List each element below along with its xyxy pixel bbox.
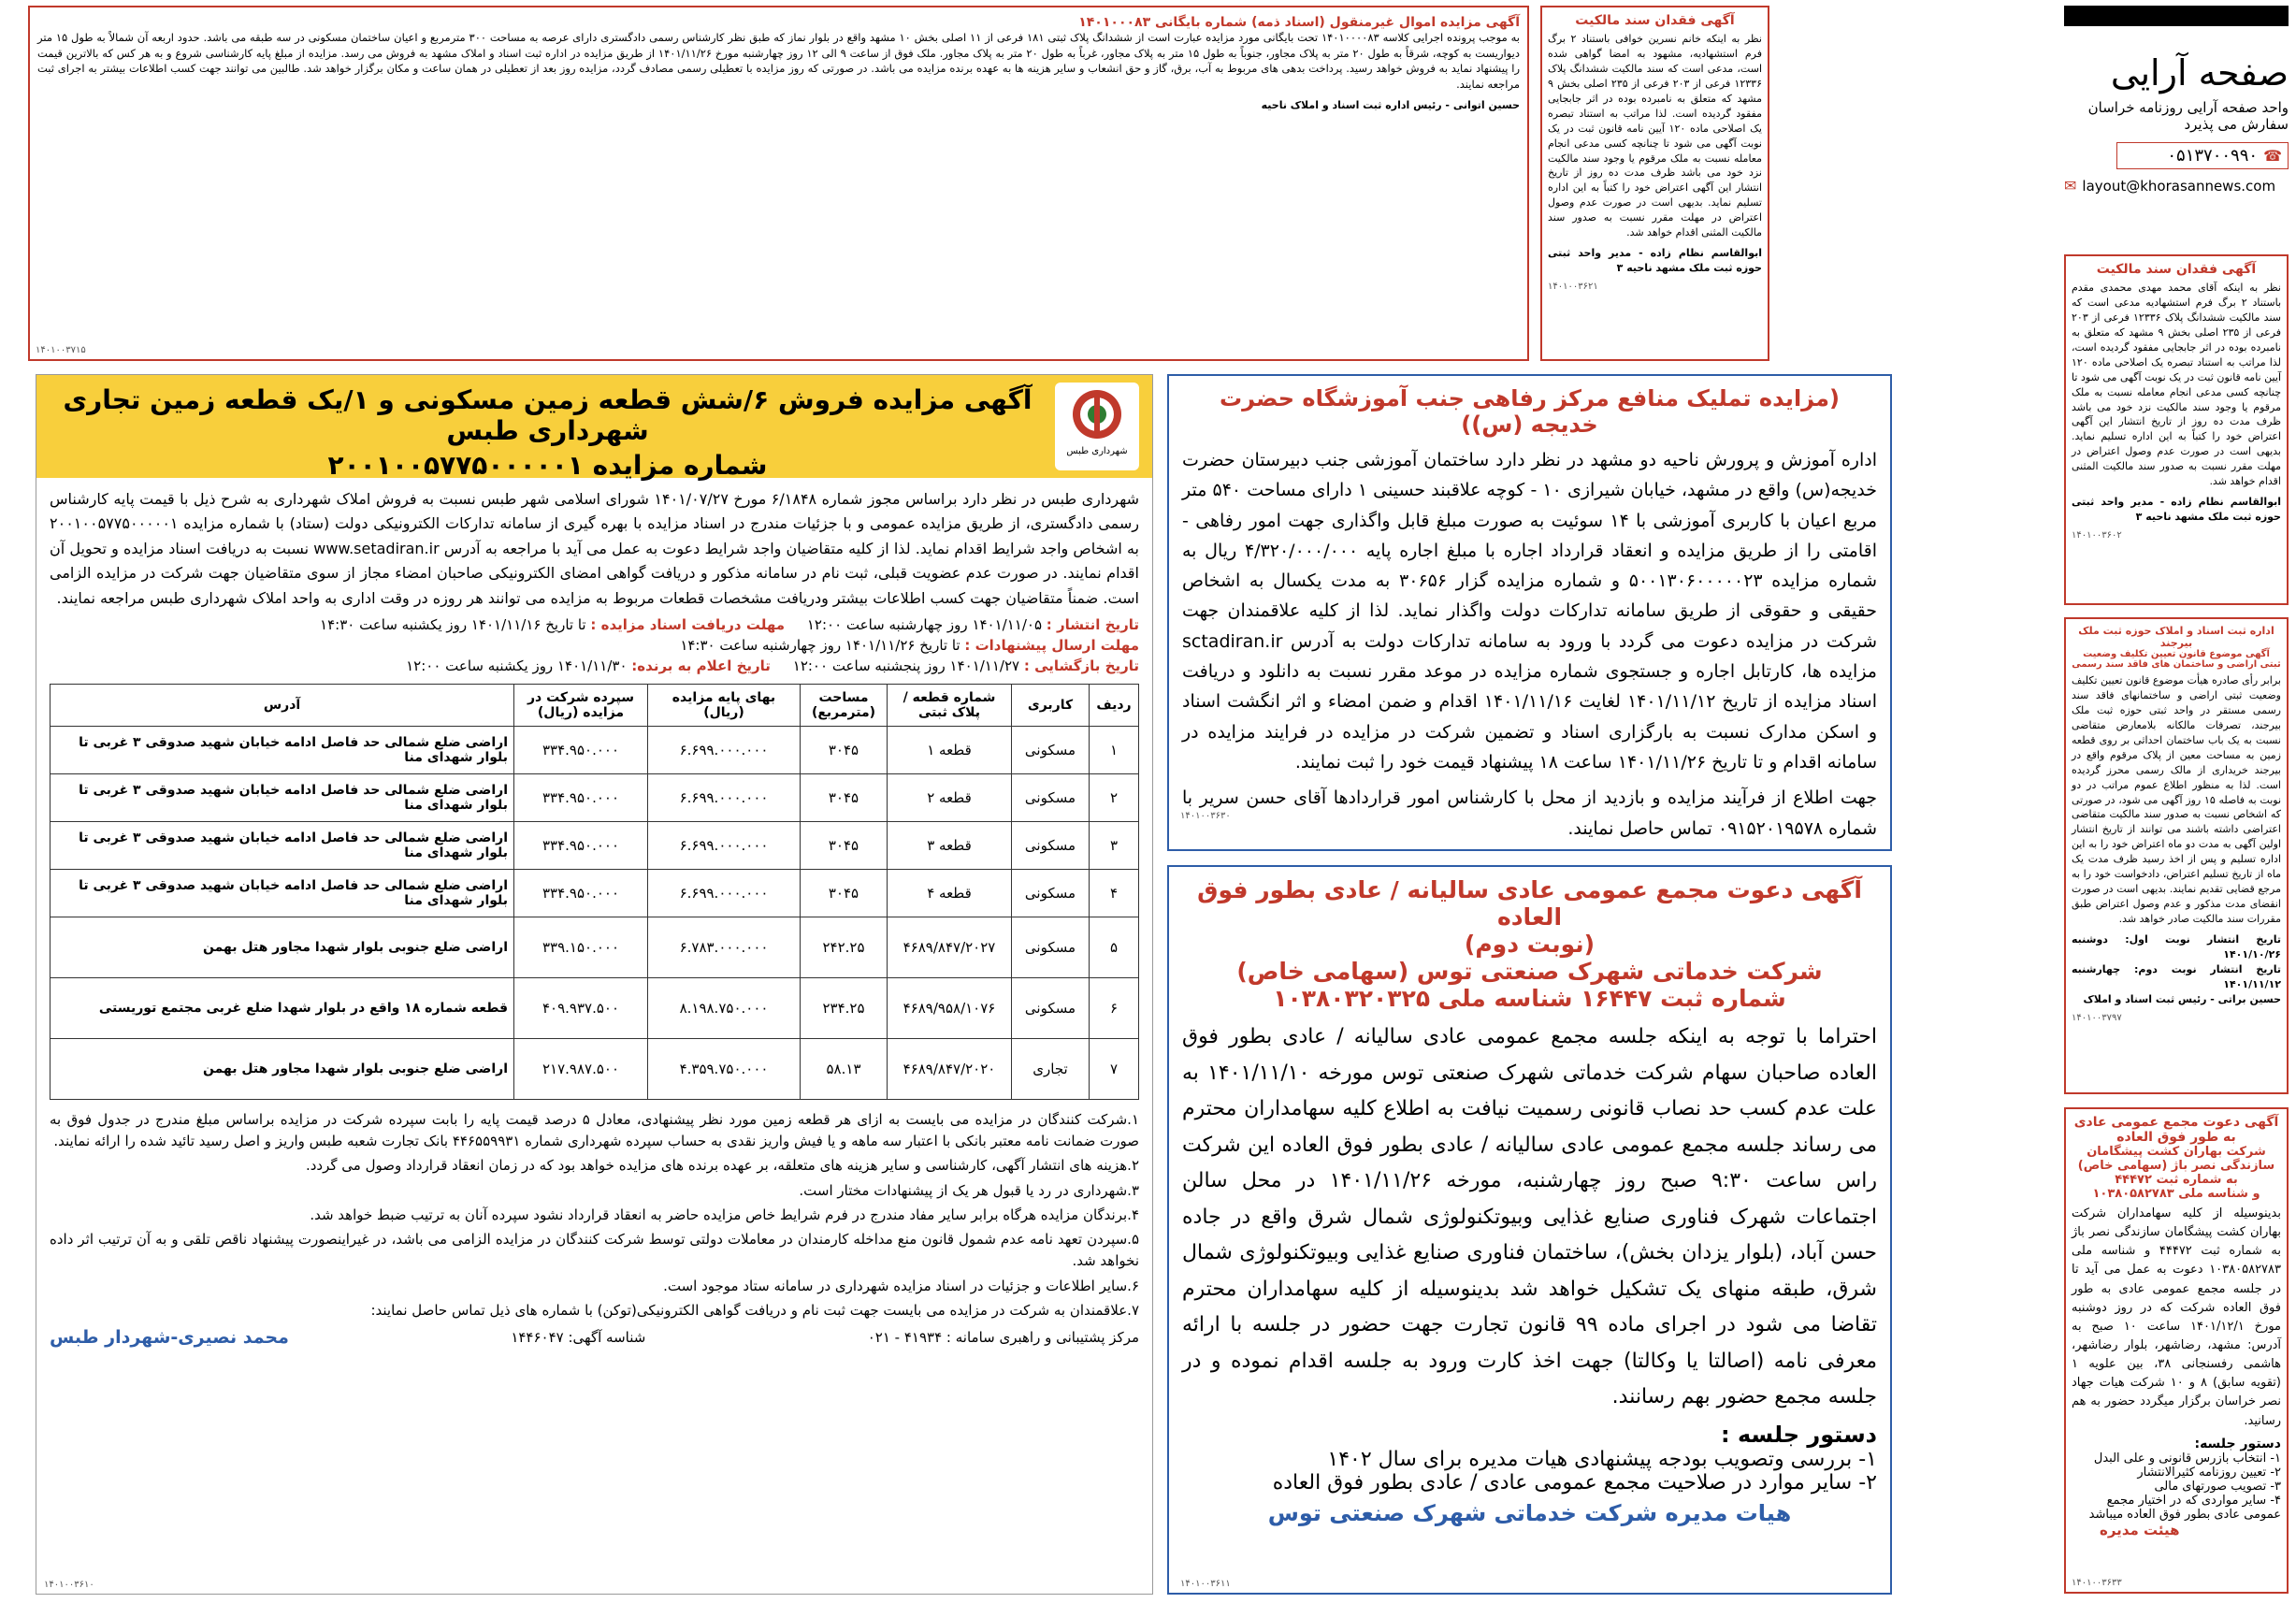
table-cell: ۶.۶۹۹.۰۰۰.۰۰۰ [648,773,801,821]
table-row [51,821,1139,869]
brand-phone-row [2116,142,2289,169]
table-cell: ۵۸.۱۳ [801,1038,888,1099]
notice-body: اداره آموزش و پرورش ناحیه دو مشهد در نظر دارد ساختمان آموزشی جنب دبیرستان حضرت خدیجه(س) واقع در مشهد، خیابان شیرازی ۱۰ - کوچه علاقبند حسینی ۱ دارای مساحت ۵۴۰ متر مربع اعیان با کاربری آموزشی با ۱۴ سوئیت به صورت مبلغ قابل واگذاری جهت امور رفاهی - اقامتی را از طریق مزایده و انعقاد قرارداد اجاره با مبلغ اجاره پایه ۴/۳۲۰/۰۰۰/۰۰۰ ریال به شماره مزایده ۵۰۰۱۳۰۶۰۰۰۰۰۲۳ و شماره مزایده گزار ۳۰۶۵۶ به مدت یکسال به اشخاص حقیقی و حقوقی از طریق سامانه تدارکات دولت واگذار نماید. لذا از کلیه علاقمندان جهت شرکت در مزایده دعوت می گردد با ورود به سامانه تدارکات دولت به آدرس sctadiran.ir مزایده ها، کارتابل اجاره و جستجوی شماره مزایده در موعد مقرر نسبت به دانلود و دریافت اسناد مزایده از تاریخ ۱۴۰۱/۱۱/۱۲ لغایت ۱۴۰۱/۱۱/۱۶ اقدام و ضمن امضاء و اثر انگشت اسناد و اسکن مدارک نسبت به بارگزاری اسناد و تضمین شرکت در مزایده در فرایند مزایده در سامانه اقدام و تا تاریخ ۱۴۰۱/۱۱/۲۶ ساعت ۱۸ پیشنهاد قیمت خود را ثبت نمایند. [1182,450,1877,773]
term-item: ۶.سایر اطلاعات و جزئیات در اسناد مزایده شهرداری در سامانه ستاد موجود است. [663,1277,1139,1294]
agenda-item: ۴- سایر مواردی که در اختیار مجمع عمومی عادی بطور فوق العاده میباشد [2088,1493,2281,1522]
notice-body: به موجب پرونده اجرایی کلاسه ۱۴۰۱۰۰۰۰۸۳ تحت بایگانی مورد مزایده عبارت است از ششدانگ پلاک ثبتی ۱۸۱ فرعی از ۱۱ اصلی بخش ۱۰ مشهد واقع در بلوار نماز که طبق نظر کارشناس رسمی دادگستری دارای عرصه به مساحت ۳۰۰ مترمربع و اعیان ساختمان مسکونی در سه طبقه می باشد. حدود اربعه آن شمالاً به طول ۱۵ متر دیواریست به کوچه، شرقاً به طول ۲۰ متر به پلاک مجاور، جنوباً به طول ۱۵ متر به پلاک مجاور، غرباً به طول ۲۰ متر به پلاک مجاور. ملک فوق از ساعت ۹ الی ۱۲ روز چهارشنبه مورخ ۱۴۰۱/۱۱/۲۶ از طریق مزایده در اداره ثبت اسناد و املاک مشهد به فروش می رسد. مزایده از مبلغ پایه کارشناسی شروع و به هر کس که بالاترین قیمت را پیشنهاد نماید به فروش خواهد رسید. پرداخت بدهی های مربوط به آب، برق، گاز و حق انشعاب و سایر هزینه ها به عهده برنده مزایده می باشد. در صورتی که روز مزایده با تعطیلی رسمی مصادف گردد، مزایده روز بعد از تعطیلی در همان ساعت و مکان برگزار خواهد شد. طالبین می توانند جهت کسب اطلاعات بیشتر به اجرای ثبت مراجعه نمایند. [37,31,1520,92]
notice-signature: هیئت مدیره [2100,1521,2180,1538]
table-row [51,977,1139,1038]
table-cell: مسکونی [1012,917,1090,977]
table-cell: ۳۳۹.۱۵۰.۰۰۰ [514,917,648,977]
table-cell: ۱ [1090,726,1139,773]
term-item: ۱.شرکت کنندگان در مزایده می بایست به ازای هر قطعه زمین مورد نظر پیشنهادی، معادل ۵ درصد قیمت پایه را بابت سپرده شرکت در مزایده براساس مبلغ مندرج در جدول فوق به صورت ضمانت نامه معتبر بانکی با اعتبار سه ماهه و یا فیش واریز نقدی به حساب سپرده شهرداری شماره ۴۴۶۵۵۹۹۳۱ بانک تجارت شعبه طبس واریز و اصل رسید تائید شده را ارائه نمایند. [50,1110,1139,1150]
brand-header-bar [2064,6,2289,26]
table-cell: مسکونی [1012,773,1090,821]
notice-lost-deed-1 [1540,6,1769,361]
table-cell: قطعه ۳ [888,821,1012,869]
agenda-item-1: ۱- بررسی وتصویب بودجه پیشنهادی هیات مدیره برای سال ۱۴۰۲ [1327,1447,1877,1471]
notice-company: شرکت بهاران کشت پیشگامان سازندگی نصر باژ (سهامی خاص) به شماره ثبت ۴۴۴۷۲ [2077,1145,2275,1187]
date-publish: ۱۴۰۱/۱۱/۰۵ روز چهارشنبه ساعت ۱۲:۰۰ [806,615,1042,633]
table-cell: ۴۶۸۹/۹۵۸/۱۰۷۶ [888,977,1012,1038]
table-cell: قطعه ۲ [888,773,1012,821]
phone-icon: ☎ [2263,147,2282,165]
notice-title: (مزایده تملیک منافع مرکز رفاهی جنب آموزشگاه حضرت خدیجه (س)) [1220,385,1840,438]
logo-caption: شهرداری طبس [1066,446,1128,456]
col-header: بهای پایه مزایده (ریال) [648,684,801,726]
table-cell: ۶.۷۸۳.۰۰۰.۰۰۰ [648,917,801,977]
brand-email-row [2064,177,2289,195]
notice-khadijeh-auction [1167,374,1892,851]
notice-body: احتراما با توجه به اینکه جلسه مجمع عمومی عادی سالیانه / عادی بطور فوق العاده صاحبان سهام شرکت خدماتی شهرک صنعتی توس مورخه ۱۴۰۱/۱۱/۱۰ به علت عدم کسب حد نصاب قانونی رسمیت نیافت به اطلاع کلیه سهامداران محترم می رساند جلسه مجمع عمومی عادی سالیانه / عادی بطور فوق العاده این شرکت راس ساعت ۹:۳۰ صبح روز چهارشنبه، مورخه ۱۴۰۱/۱۱/۲۶ در محل سالن اجتماعات شهرک فناوری صنایع غذایی وبیوتکنولوژی شمال شرق واقع در جاده حسن آباد، (بلوار یزدان بخش)، ساختمان فناوری صنایع غذایی وبیوتکنولوژی شمال شرق، طبقه منهای یک تشکیل خواهد شد بدینوسیله از کلیه سهامداران محترم تقاضا می شود در اجرای ماده ۹۹ قانون تجارت جهت حضور در جلسه با ارائه معرفی نامه (اصالتا یا وکالتا) جهت اخذ کارت ورود به جلسه اقدام نموده و در جلسه مجمع حضور بهم رسانند. [1182,1025,1877,1408]
notice-title-2: شماره مزایده ۲۰۰۱۰۰۵۷۷۵۰۰۰۰۰۱ [327,450,768,481]
winner-label: تاریخ اعلام به برنده: [631,657,771,674]
table-row [51,917,1139,977]
notice-lost-deed-2 [2064,254,2289,605]
opening-label: تاریخ بازگشایی : [1023,657,1139,674]
notice-title: آگهی مزایده اموال غیرمنقول (اسناد ذمه) شماره بایگانی ۱۴۰۱۰۰۰۸۳ [1078,15,1520,30]
table-cell: ۲۳۴.۲۵ [801,977,888,1038]
col-header: شماره قطعه / پلاک ثبتی [888,684,1012,726]
table-cell: ۳۰۴۵ [801,869,888,917]
table-cell: قطعه شماره ۱۸ واقع در بلوار شهدا ضلع غربی مجتمع توریستی [51,977,514,1038]
col-header: مساحت (مترمربع) [801,684,888,726]
dates-row-2 [50,637,1139,654]
table-cell: ۳۳۴.۹۵۰.۰۰۰ [514,726,648,773]
notice-subtitle: آگهی موضوع قانون تعیین تکلیف وضعیت ثبتی اراضی و ساختمان های فاقد سند رسمی [2072,649,2281,670]
auction-table [50,684,1139,1100]
notice-code: ۱۴۰۱۰۰۳۶۱۰ [44,1580,94,1590]
term-item: ۳.شهرداری در رد یا قبول هر یک از پیشنهادات مختار است. [799,1181,1139,1199]
agenda-title: دستور جلسه : [1721,1421,1877,1448]
notice-toos-meeting [1167,865,1892,1595]
notice-content [36,478,1152,1357]
notice-signature: حسین اتوانی - رئیس اداره ثبت اسناد و املاک ناحیه [1261,98,1520,111]
table-cell: ۳۳۴.۹۵۰.۰۰۰ [514,821,648,869]
agenda-item: ۱- انتخاب بازرس قانونی و علی البدل [2093,1451,2281,1466]
notice-signature: حسین براتی - رئیس ثبت اسناد و املاک [2083,992,2281,1005]
table-cell: ۴۰۹.۹۳۷.۵۰۰ [514,977,648,1038]
table-cell: اراضی ضلع شمالی حد فاصل ادامه خیابان شهید صدوقی ۳ غربی تا بلوار شهدای منا [51,773,514,821]
notice-title: آگهی فقدان سند مالکیت [2096,262,2257,277]
table-cell: مسکونی [1012,977,1090,1038]
notice-body: نظر به اینکه خانم نسرین خوافی باستناد ۲ برگ فرم استشهادیه، مشهود به امضا گواهی شده است، مدعی است که سند مالکیت ششدانگ پلاک ۱۲۳۳۶ فرعی از ۲۰۳ فرعی از ۲۳۵ اصلی بخش ۹ مشهد که متعلق به نامبرده بوده در اثر جابجایی مفقود گردیده است. لذا مراتب به استناد تبصره یک اصلاحی ماده ۱۲۰ آیین نامه قانون ثبت در یک نوبت آگهی می شود تا چنانچه کسی مدعی انجام معامله نسبت به ملک مرقوم یا وجود سند مالکیت نزد خود می باشد ظرف مدت ده روز از تاریخ انتشار این آگهی اعتراض خود را کتباً به این اداره تسلیم نماید. بدیهی است در صورت عدم وصول اعتراض در مهلت مقرر نسبت به صدور سند مالکیت المثنی اقدام خواهد شد. [1548,33,1762,239]
notice-title: اداره ثبت اسناد و املاک حوزه ثبت ملک بیرجند [2078,625,2274,649]
term-item: ۴.برندگان مزایده هرگاه برابر سایر مفاد مندرج در فرم شرایط خاص مزایده حاضر به انعقاد قرارداد نشود سپرده آنان به ترتیب ضبط خواهد شد. [310,1206,1139,1223]
notice-signature: ابوالقاسم نظام زاده - مدیر واحد ثبتی حوزه ثبت ملک مشهد ناحیه ۳ [2072,496,2281,524]
notice-signature: هیات مدیره شرکت خدماتی شهرک صنعتی توس [1267,1499,1792,1526]
table-cell: قطعه ۴ [888,869,1012,917]
notice-title: آگهی فقدان سند مالکیت [1575,13,1735,28]
notice-code: ۱۴۰۱۰۰۳۷۱۵ [36,345,86,355]
brand-title: صفحه آرایی [2110,52,2289,94]
col-header: کاربری [1012,684,1090,726]
table-cell: ۲ [1090,773,1139,821]
brand-email[interactable]: layout@khorasannews.com [2082,177,2276,195]
notice-contact: جهت اطلاع از فرآیند مزایده و بازدید از محل با کارشناس امور قراردادها آقای حسن سریر با شماره ۰۹۱۵۲۰۱۹۵۷۸ تماس حاصل نمایند. [1182,787,1877,839]
table-cell: ۶.۶۹۹.۰۰۰.۰۰۰ [648,869,801,917]
table-row [51,869,1139,917]
table-cell: اراضی ضلع جنوبی بلوار شهدا مجاور هتل بهمن [51,1038,514,1099]
table-cell: مسکونی [1012,821,1090,869]
notice-header [36,375,1152,481]
deadline-bids-label: مهلت ارسال پیشنهادات : [964,636,1139,654]
brand-block [2064,6,2289,239]
table-cell: اراضی ضلع شمالی حد فاصل ادامه خیابان شهید صدوقی ۳ غربی تا بلوار شهدای منا [51,821,514,869]
footer-row [50,1327,1139,1348]
table-cell: مسکونی [1012,869,1090,917]
table-cell: ۳۳۴.۹۵۰.۰۰۰ [514,773,648,821]
notice-code: ۱۴۰۱۰۰۳۷۹۷ [2072,1012,2122,1023]
notice-code: ۱۴۰۱۰۰۳۶۰۲ [2072,530,2122,541]
notice-title-1: آگهی مزایده فروش ۶/شش قطعه زمین مسکونی و ۱/یک قطعه زمین تجاری شهرداری طبس [63,384,1032,446]
date-publish-label: تاریخ انتشار : [1046,615,1139,633]
notice-code: ۱۴۰۱۰۰۳۶۳۳ [2072,1578,2122,1588]
table-cell: ۳۰۴۵ [801,726,888,773]
table-cell: ۳۰۴۵ [801,821,888,869]
notice-body: نظر به اینکه آقای محمد مهدی محمدی مقدم باستناد ۲ برگ فرم استشهادیه مدعی است که سند مالکیت ششدانگ پلاک ۱۲۳۳۶ فرعی از ۲۰۳ فرعی از ۲۳۵ اصلی بخش ۹ مشهد که متعلق به نامبرده بوده در اثر جابجایی مفقود گردیده است، لذا مراتب به استناد تبصره یک اصلاحی ماده ۱۲۰ آیین نامه قانون ثبت در یک نوبت آگهی می شود تا چنانچه کسی مدعی انجام معامله نسبت به ملک مرقوم یا وجود سند مالکیت نزد خود می باشد ظرف مدت ده روز از تاریخ انتشار این آگهی اعتراض خود را کتباً به این اداره تسلیم نماید. بدیهی است در صورت عدم وصول اعتراض در مهلت مقرر نسبت به صدور سند مالکیت المثنی اقدام خواهد شد. [2072,282,2282,488]
notice-baharan-meeting [2064,1107,2289,1594]
table-cell: ۴.۳۵۹.۷۵۰.۰۰۰ [648,1038,801,1099]
notice-code: ۱۴۰۱۰۰۳۶۳۰ [1180,811,1231,821]
notice-title-2: (نوبت دوم) [1464,931,1596,958]
table-cell: ۷ [1090,1038,1139,1099]
brand-phone[interactable]: ۰۵۱۳۷۰۰۹۹۰ [2167,146,2259,166]
table-cell: اراضی ضلع شمالی حد فاصل ادامه خیابان شهید صدوقی ۳ غربی تا بلوار شهدای منا [51,726,514,773]
table-row [51,773,1139,821]
dates-row-3 [50,657,1139,674]
table-header-row [51,684,1139,726]
notice-title-1: آگهی دعوت مجمع عمومی عادی سالیانه / عادی بطور فوق العاده [1197,876,1862,931]
agenda-item-2: ۲- سایر موارد در صلاحیت مجمع عمومی عادی / عادی بطور فوق العاده [1272,1470,1877,1495]
term-item: ۵.سپردن تعهد نامه عدم شمول قانون منع مداخله کارمندان در معاملات دولتی توسط شرکت کنندگان در مزایده الزامی می باشد، در غیراینصورت پیشنهاد ناقص تلقی و به آن ترتیب اثر داده نخواهد شد. [50,1231,1139,1270]
signer-name [1182,849,1877,851]
table-cell: ۵ [1090,917,1139,977]
notice-date-1: تاریخ انتشار نوبت اول: دوشنبه ۱۴۰۱/۱۰/۲۶ [2072,932,2281,960]
notice-tabas-auction [36,374,1153,1595]
deadline-bids: تا تاریخ ۱۴۰۱/۱۱/۲۶ روز چهارشنبه ساعت ۱۴:۳۰ [680,636,960,654]
notice-code: ۱۴۰۱۰۰۳۶۲۱ [1548,282,1598,292]
notice-title-4: شماره ثبت ۱۶۴۴۷ شناسه ملی ۱۰۳۸۰۳۲۰۳۲۵ [1273,985,1786,1012]
support-center: مرکز پشتیبانی و راهبری سامانه : ۴۱۹۳۴ - ۰۲۱ [867,1329,1139,1347]
table-cell: ۶ [1090,977,1139,1038]
table-cell: مسکونی [1012,726,1090,773]
tabas-logo [1055,383,1139,470]
table-cell: ۶.۶۹۹.۰۰۰.۰۰۰ [648,821,801,869]
term-item: ۲.هزینه های انتشار آگهی، کارشناسی و سایر هزینه های متعلقه، بر عهده برنده های مزایده خواهد بود که در زمان انعقاد قرارداد وصول می گردد. [305,1157,1139,1175]
brand-subtitle-1: واحد صفحه آرایی روزنامه خراسان [2087,99,2289,116]
notice-signature: ابوالقاسم نظام زاده - مدیر واحد ثبتی حوزه ثبت ملک مشهد ناحیه ۳ [1548,247,1762,275]
agenda-item: ۳- تصویب صورتهای مالی [2154,1479,2281,1494]
table-row [51,1038,1139,1099]
col-header: ردیف [1090,684,1139,726]
notice-date-2: تاریخ انتشار نوبت دوم: چهارشنبه ۱۴۰۱/۱۱/۱۲ [2072,962,2281,990]
table-cell: ۶.۶۹۹.۰۰۰.۰۰۰ [648,726,801,773]
email-icon: ✉ [2064,177,2077,195]
notice-body: برابر رأی صادره هیأت موضوع قانون تعیین تکلیف وضعیت ثبتی اراضی و ساختمانهای فاقد سند رسمی مستقر در واحد ثبتی حوزه ثبت ملک بیرجند، تصرفات مالکانه بلامعارض متقاضی نسبت به یک باب ساختمان احداثی بر روی قطعه زمین به مساحت معین از پلاک مرقوم واقع در بیرجند خریداری از مالک رسمی محرز گردیده است. لذا به منظور اطلاع عموم مراتب در دو نوبت به فاصله ۱۵ روز آگهی می شود، در صورتی که اشخاص نسبت به صدور سند مالکیت متقاضی اعتراضی داشته باشند می توانند از تاریخ انتشار اولین آگهی به مدت دو ماه اعتراض خود را به این اداره تسلیم و پس از اخذ رسید ظرف مدت یک ماه از تاریخ تسلیم اعتراض، دادخواست خود را به مرجع قضایی تقدیم نمایند. بدیهی است در صورت انقضای مدت مذکور و عدم وصول اعتراض طبق مقررات سند مالکیت صادر خواهد شد. [2072,674,2282,925]
agenda-title: دستور جلسه: [2194,1436,2281,1451]
table-cell: ۴ [1090,869,1139,917]
table-cell: ۴۶۸۹/۸۴۷/۲۰۲۰ [888,1038,1012,1099]
deadline-docs-label: مهلت دریافت اسناد مزایده : [590,615,786,633]
notice-birjand [2064,617,2289,1094]
notice-title-3: شرکت خدماتی شهرک صنعتی توس (سهامی خاص) [1236,958,1823,985]
agenda-item: ۲- تعیین روزنامه کثیرالانتشار [2137,1465,2281,1480]
table-cell: ۲۴۲.۲۵ [801,917,888,977]
deadline-docs: تا تاریخ ۱۴۰۱/۱۱/۱۶ روز یکشنبه ساعت ۱۴:۳۰ [320,615,586,633]
dates-row-1 [50,616,1139,633]
col-header: آدرس [51,684,514,726]
brand-subtitle-2: سفارش می پذیرد [2184,116,2289,133]
table-cell: اراضی ضلع شمالی حد فاصل ادامه خیابان شهید صدوقی ۳ غربی تا بلوار شهدای منا [51,869,514,917]
notice-national-id: و شناسه ملی ۱۰۳۸۰۵۸۲۷۸۳ [2092,1187,2260,1201]
table-cell: ۳۳۴.۹۵۰.۰۰۰ [514,869,648,917]
municipality-logo-icon [1069,386,1125,442]
table-row [51,726,1139,773]
notice-title: آگهی دعوت مجمع عمومی عادی به طور فوق العاده [2073,1115,2279,1145]
table-cell: اراضی ضلع جنوبی بلوار شهدا مجاور هتل بهمن [51,917,514,977]
col-header: سپرده شرکت در مزایده (ریال) [514,684,648,726]
ad-id: شناسه آگهی: ۱۴۴۶۰۴۷ [511,1329,646,1347]
table-cell: ۲۱۷.۹۸۷.۵۰۰ [514,1038,648,1099]
terms-list [50,1109,1139,1321]
opening: ۱۴۰۱/۱۱/۲۷ روز پنجشنبه ساعت ۱۲:۰۰ [792,657,1020,674]
term-item: ۷.علاقمندان به شرکت در مزایده می بایست جهت ثبت نام و دریافت گواهی الکترونیکی(توکن) با شماره های ذیل تماس حاصل نمایند: [370,1301,1139,1319]
table-cell: ۸.۱۹۸.۷۵۰.۰۰۰ [648,977,801,1038]
winner: ۱۴۰۱/۱۱/۳۰ روز یکشنبه ساعت ۱۲:۰۰ [406,657,628,674]
notice-code: ۱۴۰۱۰۰۳۶۱۱ [1180,1579,1231,1589]
notice-intro: شهرداری طبس در نظر دارد براساس مجوز شماره ۶/۱۸۴۸ مورخ ۱۴۰۱/۰۷/۲۷ شورای اسلامی شهر طبس نسبت به فروش املاک شهرداری به شرح ذیل با قیمت پایه کارشناس رسمی دادگستری، از طریق مزایده عمومی و با جزئیات مندرج در اسناد مزایده با بهره گیری از سامانه تدارکات الکترونیکی دولت (ستاد) با شماره مزایده ۲۰۰۱۰۰۵۷۷۵۰۰۰۰۰۱ به اشخاص واجد شرایط اقدام نماید. لذا از کلیه متقاضیان واجد شرایط دعوت به عمل می آید با مراجعه به آدرس www.setadiran.ir نسبت به دریافت اسناد مزایده و تحویل آن اقدام نمایند. در صورت عدم عضویت قبلی، ثبت نام در سامانه مذکور و دریافت گواهی امضای الکترونیکی صاحبان امضاء مجاز از سوی متقاضیان جهت شرکت در مزایده الزامی است. ضمناً متقاضیان جهت کسب اطلاعات بیشتر ودریافت مشخصات قطعات مربوط به مزایده می توانند هر روزه در وقت اداری به واحد املاک شهرداری طبس مراجعه نمایند. [50,490,1140,607]
notice-auction-property [28,6,1529,361]
table-cell: ۴۶۸۹/۸۴۷/۲۰۲۷ [888,917,1012,977]
table-cell: تجاری [1012,1038,1090,1099]
table-cell: ۳۰۴۵ [801,773,888,821]
notice-body: بدینوسیله از کلیه سهامداران شرکت بهاران کشت پیشگامان سازندگی نصر باژ به شماره ثبت ۴۴۴۷۲ و شناسه ملی ۱۰۳۸۰۵۸۲۷۸۳ دعوت به عمل می آید تا در جلسه مجمع عمومی عادی به طور فوق العاده شرکت که در روز دوشنبه مورخ ۱۴۰۱/۱۲/۱ ساعت ۱۰ صبح به آدرس: مشهد، رضاشهر، بلوار رضاشهر، هاشمی رفسنجانی ۳۸، بین علویه ۱ (تقویه سابق) ۸ و ۱۰ شرکت هیات جهاد نصر خراسان برگزار میگردد حضور به هم رسانید. [2072,1206,2281,1428]
table-cell: قطعه ۱ [888,726,1012,773]
mayor-signature: محمد نصیری-شهردار طبس [50,1327,289,1349]
table-cell: ۳ [1090,821,1139,869]
